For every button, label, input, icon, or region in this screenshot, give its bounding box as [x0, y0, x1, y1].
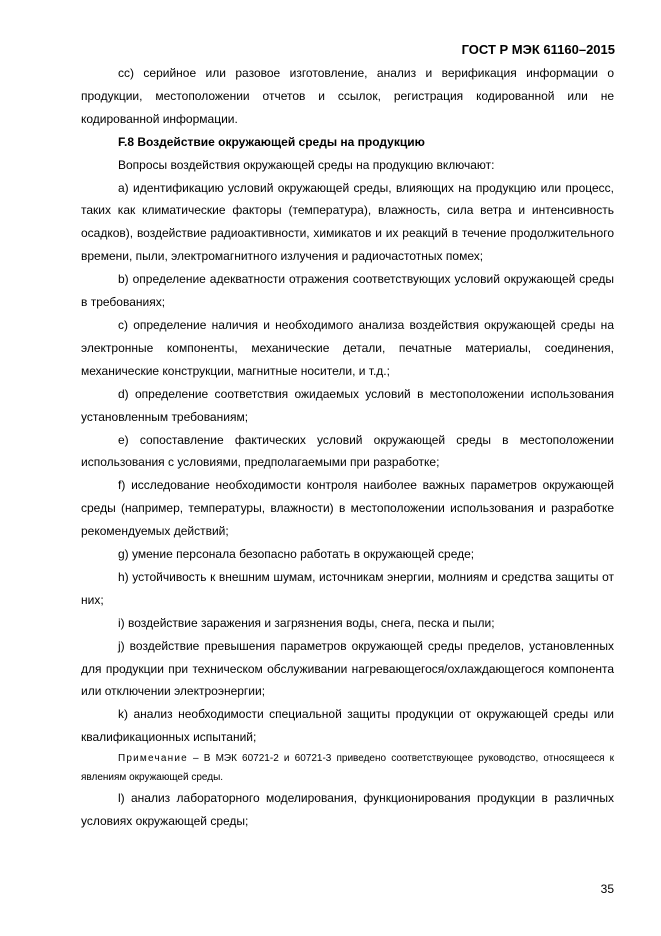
- list-item-j: j) воздействие превышения параметров окружающей среды пределов, установленных для продукции при техническом обслуживании нагревающегося/охлаждающегося компонента или отключении электроэнергии;: [81, 638, 614, 699]
- list-item-l: l) анализ лабораторного моделирования, функционирования продукции в различных условиях окружающей среды;: [81, 791, 614, 829]
- list-item-k: k) анализ необходимости специальной защиты продукции от окружающей среды или квалификационных испытаний;: [81, 707, 614, 745]
- page-number: 35: [600, 882, 614, 896]
- document-header: ГОСТ Р МЭК 61160–2015: [461, 42, 615, 57]
- document-body: [81, 62, 614, 833]
- list-item-c: c) определение наличия и необходимого анализа воздействия окружающей среды на электронные компоненты, механические детали, печатные материалы, соединения, механические конструкции, магнитные носители, и т.д.;: [81, 317, 614, 378]
- paragraph-cc: cc) серийное или разовое изготовление, анализ и верификация информации о продукции, местоположении отчетов и ссылок, регистрация кодированной или не кодированной информации.: [81, 66, 614, 126]
- note-label: Примечание: [118, 753, 188, 765]
- note-text: – В МЭК 60721-2 и 60721-3 приведено соответствующее руководство, относящееся к явлениям окружающей среды.: [81, 753, 615, 784]
- section-heading-f8: F.8 Воздействие окружающей среды на продукцию: [118, 134, 425, 149]
- list-item-h: h) устойчивость к внешним шумам, источникам энергии, молниям и средства защиты от них;: [81, 569, 614, 607]
- list-item-e: e) сопоставление фактических условий окружающей среды в местоположении использования с условиями, предполагаемыми при разработке;: [81, 432, 614, 470]
- paragraph-intro: Вопросы воздействия окружающей среды на продукцию включают:: [118, 157, 495, 172]
- list-item-b: b) определение адекватности отражения соответствующих условий окружающей среды в требованиях;: [81, 272, 614, 310]
- note: [81, 749, 614, 787]
- list-item-d: d) определение соответствия ожидаемых условий в местоположении использования установленным требованиям;: [81, 386, 614, 424]
- list-item-f: f) исследование необходимости контроля наиболее важных параметров окружающей среды (например, температуры, влажности) в местоположении использования и разработке рекомендуемых действий;: [81, 478, 614, 539]
- list-item-g: g) умение персонала безопасно работать в окружающей среде;: [118, 547, 475, 562]
- list-item-a: a) идентификацию условий окружающей среды, влияющих на продукцию или процесс, таких как климатические факторы (температура), влажность, сила ветра и интенсивность осадков), воздействие радиоактивности, химикатов и их реакций в течение продолжительного времени, пыли, электромагнитного излучения и радиочастотных помех;: [81, 180, 614, 264]
- list-item-i: i) воздействие заражения и загрязнения воды, снега, песка и пыли;: [118, 615, 495, 630]
